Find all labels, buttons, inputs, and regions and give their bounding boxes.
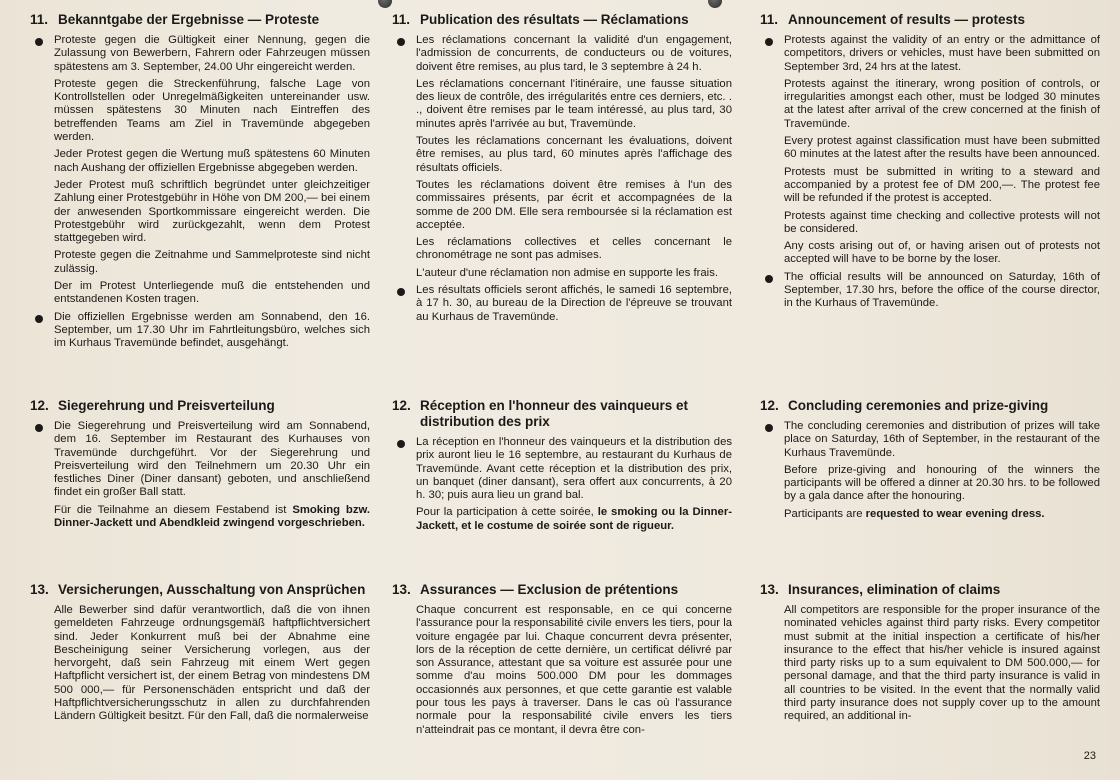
section-number: 13. [30, 582, 49, 597]
paragraph: Les réclamations collectives et celles concernant le chronométrage ne sont pas admises. [416, 236, 732, 262]
section-heading [760, 398, 1100, 414]
paragraph: Before prize-giving and honouring of the winners the participants will be offered a dinner at 20.30 hrs. to be followed by a gala dance after the honouring. [784, 463, 1100, 503]
paragraph: The official results will be announced on Saturday, 16th of September, 17.30 hrs, before the office of the course director, in the Kurhaus of Travemünde. [784, 270, 1100, 310]
section-heading [760, 582, 1100, 598]
section-title: Insurances, elimination of claims [788, 582, 1001, 597]
paragraph: Proteste gegen die Zeitnahme und Sammelproteste sind nicht zulässig. [54, 249, 370, 275]
section-heading [760, 12, 1100, 28]
paragraph: Chaque concurrent est responsable, en ce qui concerne l'assurance pour la responsabilité civile envers les tiers, pour la voiture engagée par lui. Chaque concurrent devra présenter, lors de la réception de cette dernière, un certificat délivré par son Assurance, attestant que sa voiture est assurée pour une somme d'au moins 500.000 DM pour les dommages occasionnés aux personnes, et que cette garantie est valable pour tous les pays à traverser. Dans le cas où l'assurance normale pour la responsabilité civile envers les tiers n'atteindrait pas ce montant, il devra être con- [416, 604, 732, 736]
paragraph: Die offiziellen Ergebnisse werden am Sonnabend, den 16. September, um 17.30 Uhr im Fahrtleitungsbüro, welches sich im Kurhaus Travemünde befindet, ausgehängt. [54, 310, 370, 350]
bold-text: Smoking bzw. Dinner-Jackett und Abendkleid zwingend vorgeschrieben. [54, 503, 370, 530]
section-number: 12. [392, 398, 411, 413]
section-heading [392, 398, 732, 430]
section-heading [30, 582, 370, 598]
section-number: 13. [392, 582, 411, 597]
paragraph: Toutes les réclamations concernant les évaluations, doivent être remises, au plus tard, 60 minutes après l'affichage des résultats officiels. [416, 135, 732, 174]
section-11-en [760, 12, 1100, 315]
section-12-de [30, 398, 370, 534]
text-run: Für die Teilnahme an diesem Festabend ist [54, 503, 293, 516]
paragraph: Every protest against classification must have been submitted 60 minutes at the latest after the results have been announced. [784, 135, 1100, 161]
section-number: 13. [760, 582, 779, 597]
section-number: 12. [30, 398, 49, 413]
section-13-fr [392, 582, 732, 741]
paragraph: Der im Protest Unterliegende muß die entstehenden und entstandenen Kosten tragen. [54, 280, 370, 306]
paragraph: Les réclamations concernant l'itinéraire, une fausse situation des lieux de contrôle, des irrégularités entre ces derniers, etc. . ., doivent être remises par le team intéressé, au plus tard, 30 minutes après l'arrivée au but, Travemünde. [416, 77, 732, 130]
section-13-de [30, 582, 370, 728]
bold-text: requested to wear evening dress. [865, 507, 1045, 520]
paragraph: Protests against the itinerary, wrong position of controls, or irregularities amongst each other, must be lodged 30 minutes at the latest after arrival of the crew concerned at the finish of Travemünde. [784, 77, 1100, 130]
page-number: 23 [1083, 750, 1096, 762]
section-title: Assurances — Exclusion de prétentions [420, 582, 679, 597]
paragraph: Any costs arising out of, or having arisen out of protests not accepted will have to be borne by the loser. [784, 240, 1100, 266]
paragraph: Jeder Protest muß schriftlich begründet unter gleichzeitiger Zahlung einer Protestgebühr in Höhe von DM 200,— bei einem der anwesenden Sportkommissare eingereicht werden. Die Protestgebühr wird zurückgezahlt, wenn dem Protest stattgegeben wird. [54, 178, 370, 245]
section-number: 11. [30, 12, 49, 27]
paragraph: Les réclamations concernant la validité d'un engagement, l'admission de concurrents, de conducteurs ou de voitures, doivent être remises, au plus tard, le 3 septembre à 24 h. [416, 34, 732, 73]
section-title: Announcement of results — protests [788, 12, 1026, 27]
text-run: Participants are [784, 507, 866, 520]
paragraph [54, 504, 370, 531]
bold-text: le smoking ou la Dinner-Jackett, et le costume de soirée sont de rigueur. [416, 506, 732, 532]
section-heading [392, 582, 732, 598]
text-run: Pour la participation à cette soirée, [416, 506, 598, 519]
section-title: Concluding ceremonies and prize-giving [788, 398, 1049, 413]
section-number: 12. [760, 398, 779, 413]
paragraph: Protests against time checking and collective protests will not be considered. [784, 209, 1100, 235]
section-number: 11. [392, 12, 411, 27]
section-11-de [30, 12, 370, 355]
section-heading [30, 12, 370, 28]
paragraph: All competitors are responsible for the proper insurance of the nominated vehicles against third party risks. Every competitor must submit at the initial inspection a certificate of his/her insurance to the effect that his/her vehicle is insured against third party risks up to a sum equivalent to DM 500.000,— for personal damage, and that the third party insurance is valid in all countries to be visited. In the event that the normally valid third party insurance does not supply cover up to the amount required, an additional in- [784, 604, 1100, 723]
section-heading [392, 12, 732, 28]
section-12-fr [392, 398, 732, 537]
paragraph [784, 508, 1100, 521]
section-12-en [760, 398, 1100, 525]
section-title: Publication des résultats — Réclamations [420, 12, 689, 27]
section-title: Bekanntgabe der Ergebnisse — Proteste [58, 12, 320, 27]
section-title: Versicherungen, Ausschaltung von Ansprüchen [58, 582, 366, 597]
binding-ring [378, 0, 392, 8]
section-title: Siegerehrung und Preisverteilung [58, 398, 275, 413]
paragraph: Protests against the validity of an entry or the admittance of competitors, drivers or vehicles, must have been submitted on September 3rd, 24 hrs at the latest. [784, 34, 1100, 73]
paragraph: Les résultats officiels seront affichés, le samedi 16 septembre, à 17 h. 30, au bureau de la Direction de l'épreuve se trouvant au Kurhaus de Travemünde. [416, 284, 732, 323]
paragraph: L'auteur d'une réclamation non admise en supporte les frais. [416, 266, 718, 279]
section-heading [30, 398, 370, 414]
section-13-en [760, 582, 1100, 728]
binding-ring [708, 0, 722, 8]
paragraph: Die Siegerehrung und Preisverteilung wird am Sonnabend, dem 16. September im Restaurant des Kurhauses von Travemünde durchgeführt. Vor der Siegerehrung und Preisverteilung wird den Teilnehmern um 20.30 Uhr ein festliches Diner (Diner dansant) geboten, und anschließend findet ein großer Ball statt. [54, 420, 370, 499]
paragraph: Proteste gegen die Streckenführung, falsche Lage von Kontrollstellen oder Unregelmäßigkeiten untereinander usw. müssen spätestens 30 Minuten nach Eintreffen des betreffenden Teams am Ziel in Travemünde abgegeben werden. [54, 77, 370, 144]
section-number: 11. [760, 12, 779, 27]
paragraph: Jeder Protest gegen die Wertung muß spätestens 60 Minuten nach Aushang der offiziellen Ergebnisse abgegeben werden. [54, 148, 370, 174]
paragraph: Protests must be submitted in writing to a steward and accompanied by a protest fee of DM 200,—. The protest fee will be refunded if the protest is accepted. [784, 165, 1100, 205]
paragraph: The concluding ceremonies and distribution of prizes will take place on Saturday, 16th of September, in the restaurant of the Kurhaus Travemünde. [784, 420, 1100, 459]
paragraph: Toutes les réclamations doivent être remises à l'un des commissaires présents, par écrit et accompagnées de la somme de 200 DM. Elle sera remboursée si la réclamation est acceptée. [416, 178, 732, 231]
paragraph [416, 506, 732, 533]
paragraph: Alle Bewerber sind dafür verantwortlich, daß die von ihnen gemeldeten Fahrzeuge ordnungsgemäß haftpflichtversichert sind. Jeder Konkurrent muß bei der Abnahme eine Bescheinigung seiner Versicherung vorlegen, aus der hervorgeht, daß sein Fahrzeug mit einem Wert gegen Haftpflicht versichert ist, der einem Betrag von mindestens DM 500 000,— für Personenschäden entspricht und daß der Haftpflichtversicherungsschutz in allen zu durchfahrenden Ländern Gültigkeit besitzt. Für den Fall, daß die normalerweise [54, 604, 370, 723]
section-11-fr [392, 12, 732, 328]
paragraph: La réception en l'honneur des vainqueurs et la distribution des prix auront lieu le 16 septembre, au restaurant du Kurhaus de Travemünde. Avant cette réception et la distribution des prix, un banquet (diner dansant), sera offert aux concurrents, à 20 h. 30; puis aura lieu un grand bal. [416, 436, 732, 502]
paragraph: Proteste gegen die Gültigkeit einer Nennung, gegen die Zulassung von Bewerbern, Fahrern oder Fahrzeugen müssen spätestens am 3. September, 24.00 Uhr eingereicht werden. [54, 34, 370, 73]
section-title: Réception en l'honneur des vainqueurs et distribution des prix [420, 398, 689, 429]
